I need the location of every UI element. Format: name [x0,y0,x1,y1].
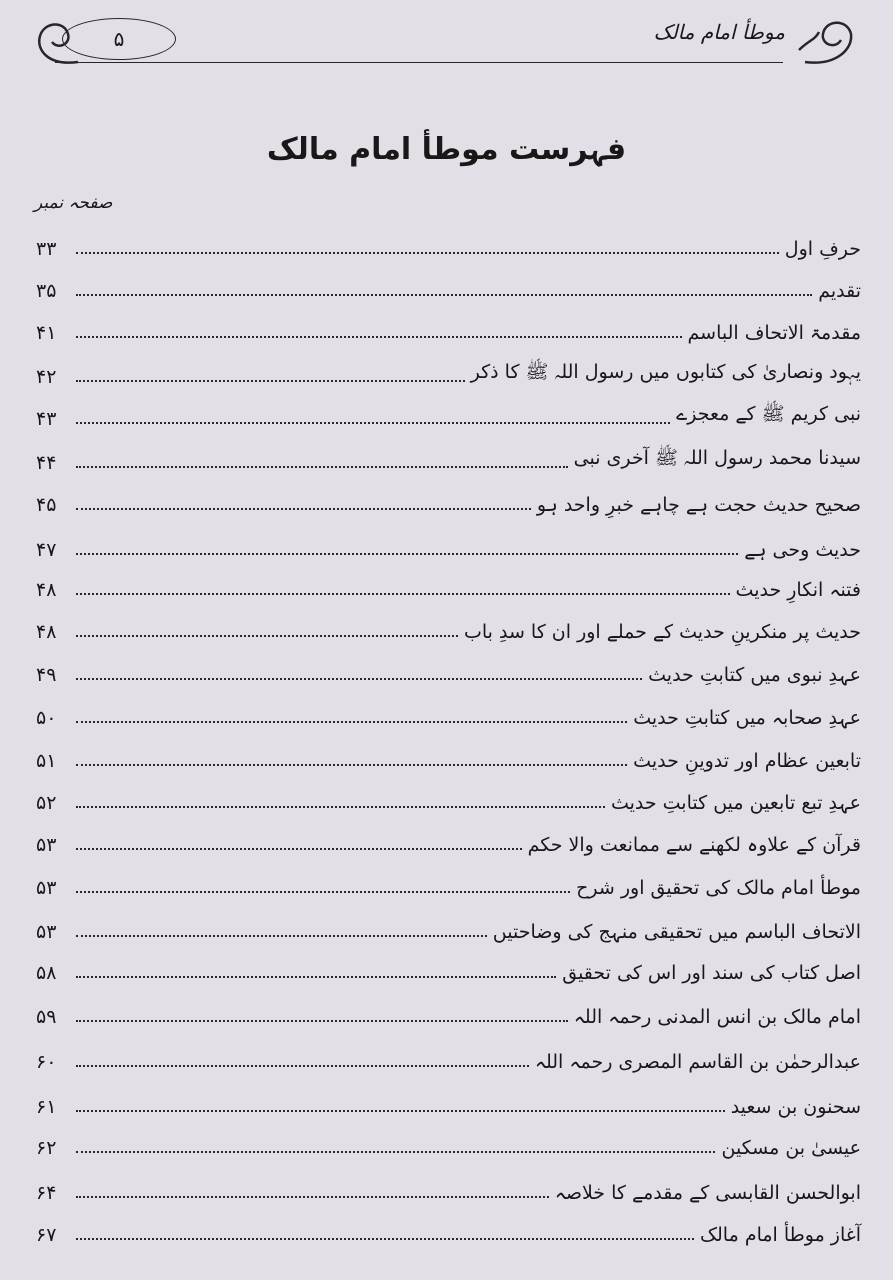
entry-page: ۴۳ [36,408,57,430]
running-title: موطأ امام مالک [653,20,785,44]
entry-title: سحنون بن سعید [730,1096,861,1118]
toc-entry[interactable] [36,529,861,561]
entry-title: حدیث پر منکرینِ حدیث کے حملے اور ان کا سدِ باب [463,621,861,643]
entry-page: ۵۲ [36,792,57,814]
leader-dots [76,1065,529,1067]
toc-entry[interactable] [36,356,861,388]
entry-page: ۴۸ [36,579,57,601]
entry-page: ۶۷ [36,1224,57,1246]
toc-entry[interactable] [36,654,861,686]
leader-dots [76,976,556,978]
leader-dots [76,1196,549,1198]
entry-title: تابعین عظام اور تدوینِ حدیث [633,750,861,772]
entry-page: ۵۱ [36,750,57,772]
leader-dots [76,806,605,808]
leader-dots [76,380,465,382]
entry-page: ۴۱ [36,322,57,344]
entry-page: ۳۵ [36,280,57,302]
leader-dots [76,1238,694,1240]
leader-dots [76,848,522,850]
toc-entry[interactable] [36,996,861,1028]
entry-title: قرآن کے علاوہ لکھنے سے ممانعت والا حکم [527,834,861,856]
entry-page: ۵۳ [36,921,57,943]
toc-entry[interactable] [36,697,861,729]
entry-title: ابوالحسن القابسی کے مقدمے کا خلاصہ [554,1182,861,1204]
entry-title: آغاز موطأ امام مالک [700,1224,861,1246]
toc-entry[interactable] [36,270,861,302]
entry-title: صحیح حدیث حجت ہے چاہے خبرِ واحد ہو [536,494,861,516]
entry-title: امام مالک بن انس المدنی رحمہ اللہ [573,1006,861,1028]
entry-title: عہدِ صحابہ میں کتابتِ حدیث [633,707,861,729]
toc-entry[interactable] [36,484,861,516]
leader-dots [76,764,627,766]
entry-page: ۳۳ [36,238,57,260]
leader-dots [76,422,670,424]
entry-page: ۴۹ [36,664,57,686]
leader-dots [76,466,568,468]
page-number-badge [62,18,176,60]
entry-page: ۵۰ [36,707,57,729]
toc-entry[interactable] [36,1086,861,1118]
page-column-label: صفحہ نمبر [34,193,113,213]
entry-page: ۶۰ [36,1051,57,1073]
entry-title: عیسیٰ بن مسکین [721,1137,861,1159]
toc-entry[interactable] [36,1041,861,1073]
entry-page: ۴۸ [36,621,57,643]
leader-dots [76,891,570,893]
entry-title: موطأ امام مالک کی تحقیق اور شرح [576,877,861,899]
entry-page: ۴۷ [36,539,57,561]
leader-dots [76,1110,725,1112]
page-title: فہرست موطأ امام مالک [266,132,627,167]
entry-title: فتنہ انکارِ حدیث [735,579,861,601]
toc-entry[interactable] [36,824,861,856]
leader-dots [76,935,487,937]
toc-entry[interactable] [36,611,861,643]
entry-title: اصل کتاب کی سند اور اس کی تحقیق [562,962,861,984]
entry-title: الاتحاف الباسم میں تحقیقی منہج کی وضاحتیں [492,921,861,943]
header-rule [55,62,783,63]
entry-page: ۴۲ [36,366,57,388]
toc-entry[interactable] [36,1127,861,1159]
toc-entry[interactable] [36,442,861,474]
entry-title: تقدیم [818,280,861,302]
leader-dots [76,635,458,637]
leader-dots [76,553,738,555]
entry-page: ۵۳ [36,834,57,856]
leader-dots [76,721,627,723]
entry-page: ۵۸ [36,962,57,984]
entry-title: عہدِ تبع تابعین میں کتابتِ حدیث [610,792,861,814]
entry-title: نبی کریم ﷺ کے معجزے [676,403,861,425]
toc-entry[interactable] [36,1214,861,1246]
leader-dots [76,593,730,595]
entry-title: یہود ونصاریٰ کی کتابوں میں رسول اللہ ﷺ کا ذکر [470,361,861,383]
entry-page: ۴۴ [36,452,57,474]
leader-dots [76,1020,568,1022]
entry-title: حرفِ اول [784,238,861,260]
toc-entry[interactable] [36,312,861,344]
toc-entry[interactable] [36,740,861,772]
toc-entry[interactable] [36,867,861,899]
entry-page: ۶۲ [36,1137,57,1159]
entry-title: عبدالرحمٰن بن القاسم المصری رحمہ اللہ [534,1051,861,1073]
page-number: ۵ [113,27,125,51]
toc-entry[interactable] [36,1172,861,1204]
toc-entry[interactable] [36,398,861,430]
entry-page: ۴۵ [36,494,57,516]
toc-entry[interactable] [36,228,861,260]
leader-dots [76,1151,715,1153]
ornament-right-icon [795,10,865,70]
toc-entry[interactable] [36,911,861,943]
entry-title: سیدنا محمد رسول اللہ ﷺ آخری نبی [573,447,861,469]
entry-title: عہدِ نبوی میں کتابتِ حدیث [648,664,861,686]
toc-entry[interactable] [36,782,861,814]
entry-page: ۶۴ [36,1182,57,1204]
entry-page: ۶۱ [36,1096,57,1118]
toc-entry[interactable] [36,569,861,601]
leader-dots [76,336,682,338]
entry-title: مقدمۃ الاتحاف الباسم [687,322,861,344]
entry-page: ۵۹ [36,1006,57,1028]
leader-dots [76,294,812,296]
leader-dots [76,508,531,510]
toc-entry[interactable] [36,952,861,984]
entry-page: ۵۳ [36,877,57,899]
leader-dots [76,252,779,254]
leader-dots [76,678,642,680]
entry-title: حدیث وحی ہے [744,539,861,561]
